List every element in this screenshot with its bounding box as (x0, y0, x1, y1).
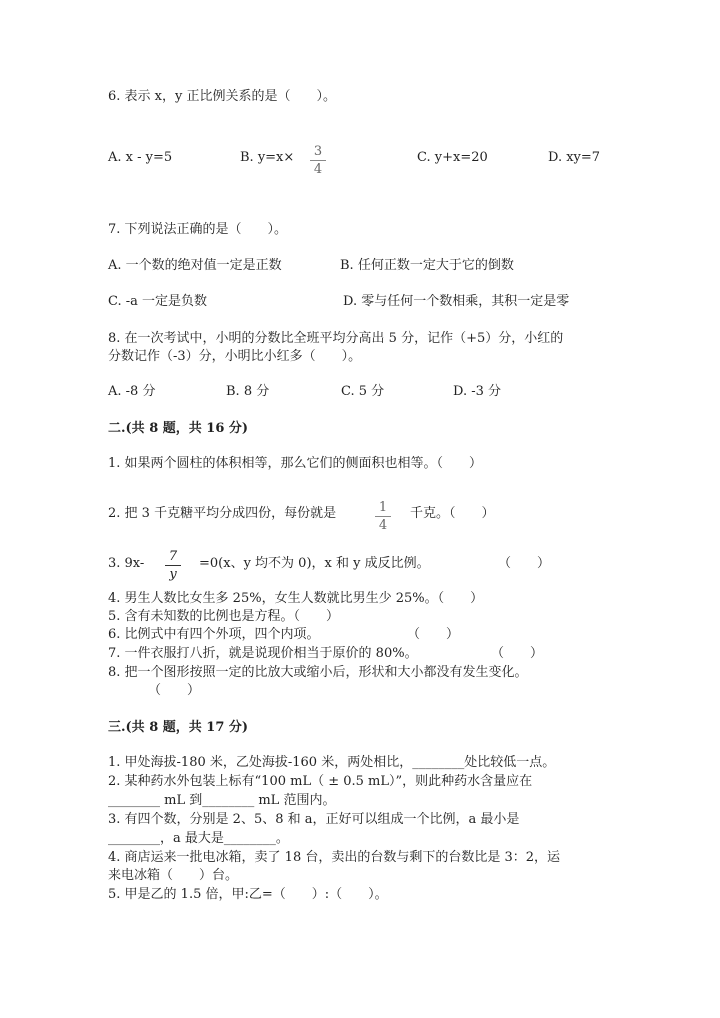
s2-question-6: 6. 比例式中有四个外项，四个内项。 (108, 627, 320, 642)
s2-question-7-answer-paren: （ ） (491, 646, 544, 661)
q6-option-c: C. y+x=20 (417, 150, 488, 165)
s2-question-6-answer-paren: （ ） (407, 627, 460, 642)
s2-question-8-line1: 8. 把一个图形按照一定的比放大或缩小后，形状和大小都没有发生变化。 (108, 665, 528, 680)
s3-question-3-line1: 3. 有四个数，分别是 2、5、8 和 a，正好可以组成一个比例，a 最小是 (108, 812, 520, 827)
s3-question-4-line2: 来电冰箱（ ）台。 (108, 868, 239, 883)
s2-question-4: 4. 男生人数比女生多 25%，女生人数就比男生少 25%。（ ） (108, 591, 484, 606)
fraction-numerator: 7 (165, 549, 181, 566)
s3-question-1: 1. 甲处海拔-180 米，乙处海拔-160 米，两处相比，________处比较低一点。 (108, 755, 556, 770)
fraction-denominator: 4 (313, 162, 323, 177)
s3-question-2-line2: ________ mL 到________ mL 范围内。 (108, 793, 336, 808)
s2-question-2-suffix: 千克。（ ） (410, 506, 495, 521)
s3-question-5: 5. 甲是乙的 1.5 倍，甲:乙=（ ）:（ ）。 (108, 887, 388, 902)
s2-question-5: 5. 含有未知数的比例也是方程。（ ） (108, 609, 340, 624)
q6-option-a: A. x - y=5 (108, 150, 173, 165)
s3-question-4-line1: 4. 商店运来一批电冰箱，卖了 18 台，卖出的台数与剩下的台数比是 3：2，运 (108, 850, 561, 865)
q7-option-d: D. 零与任何一个数相乘，其积一定是零 (343, 294, 570, 309)
q8-option-b: B. 8 分 (226, 384, 270, 399)
s3-question-3-line2: ________，a 最大是________。 (108, 831, 289, 846)
s2-question-1: 1. 如果两个圆柱的体积相等，那么它们的侧面积也相等。（ ） (108, 456, 483, 471)
q6-option-b-fraction (310, 144, 326, 177)
q7-option-b: B. 任何正数一定大于它的倒数 (340, 258, 514, 273)
q7-option-c: C. -a 一定是负数 (108, 294, 208, 309)
q6-option-d: D. xy=7 (548, 150, 601, 165)
question-8-stem-line1: 8. 在一次考试中，小明的分数比全班平均分高出 5 分，记作（+5）分，小红的 (108, 331, 564, 346)
q6-option-b: B. y=x× (240, 150, 295, 165)
s3-question-2-line1: 2. 某种药水外包装上标有“100 mL（ ± 0.5 mL）”，则此种药水含量应在 (108, 774, 533, 789)
question-6-stem: 6. 表示 x，y 正比例关系的是（ ）。 (108, 89, 336, 104)
fraction-denominator: 4 (378, 518, 388, 533)
s2-question-2-prefix: 2. 把 3 千克糖平均分成四份，每份就是 (108, 506, 337, 521)
question-7-stem: 7. 下列说法正确的是（ ）。 (108, 222, 288, 237)
q8-option-d: D. -3 分 (453, 384, 502, 399)
s2-question-7: 7. 一件衣服打八折，就是说现价相当于原价的 80%。 (108, 646, 418, 661)
s2-question-3-prefix: 3. 9x- (108, 556, 145, 571)
section-3-heading: 三.(共 8 题，共 17 分) (108, 720, 249, 735)
fraction-numerator: 3 (310, 144, 326, 161)
s2-question-8-answer-paren: （ ） (148, 683, 201, 698)
q7-option-a: A. 一个数的绝对值一定是正数 (108, 258, 282, 273)
fraction-numerator: 1 (375, 500, 391, 517)
fraction-denominator: y (169, 567, 177, 582)
s2-question-3-fraction (165, 549, 181, 582)
s2-question-3-suffix: =0(x、y 均不为 0)，x 和 y 成反比例。 (199, 556, 430, 571)
section-2-heading: 二.(共 8 题，共 16 分) (108, 421, 249, 436)
q8-option-c: C. 5 分 (341, 384, 385, 399)
s2-question-2-fraction (375, 500, 391, 533)
question-8-stem-line2: 分数记作（-3）分，小明比小红多（ ）。 (108, 349, 362, 364)
q8-option-a: A. -8 分 (108, 384, 156, 399)
s2-question-3-answer-paren: （ ） (498, 556, 551, 571)
